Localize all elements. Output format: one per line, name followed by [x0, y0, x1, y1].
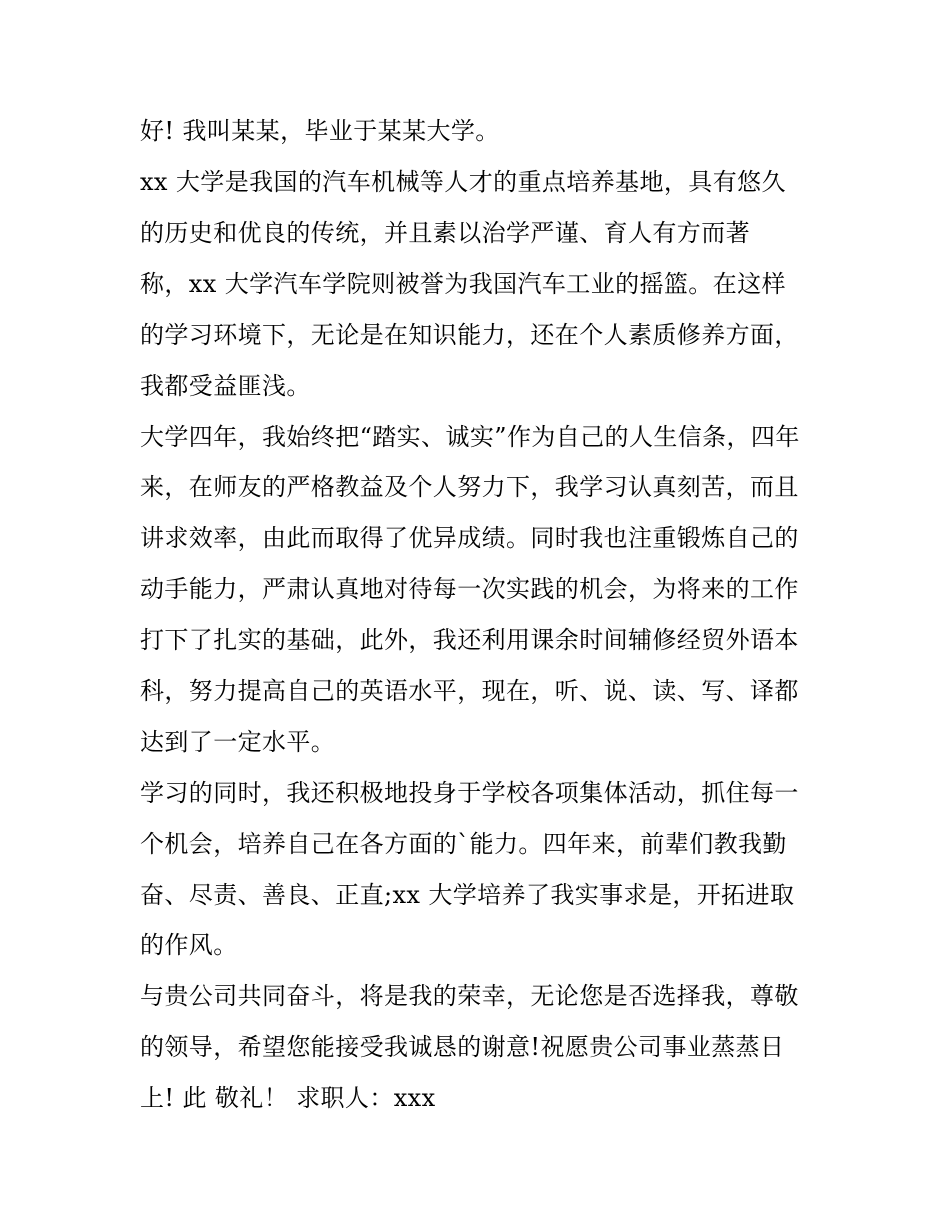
text-line: 好! 我叫某某，毕业于某某大学。: [140, 117, 500, 145]
text-line: 与贵公司共同奋斗，将是我的荣幸，无论您是否选择我，尊敬: [140, 982, 799, 1010]
text-line: 的学习环境下，无论是在知识能力，还在个人素质修养方面，: [140, 321, 799, 349]
text-line: 来，在师友的严格教益及个人努力下，我学习认真刻苦，而且: [140, 473, 799, 501]
text-line: 我都受益匪浅。: [140, 372, 311, 400]
text-line: 奋、尽责、善良、正直;xx 大学培养了我实事求是，开拓进取: [140, 881, 795, 909]
text-line: 上! 此 敬礼！ 求职人：xxx: [140, 1084, 436, 1112]
text-line: 个机会，培养自己在各方面的`能力。四年来，前辈们教我勤: [140, 830, 787, 858]
text-line: 达到了一定水平。: [140, 728, 336, 756]
text-line: 的领导，希望您能接受我诚恳的谢意!祝愿贵公司事业蒸蒸日: [140, 1033, 785, 1061]
text-line: 的作风。: [140, 931, 238, 959]
text-line: 讲求效率，由此而取得了优异成绩。同时我也注重锻炼自己的: [140, 524, 799, 552]
text-line: 学习的同时，我还积极地投身于学校各项集体活动，抓住每一: [140, 779, 799, 807]
text-line: 科，努力提高自己的英语水平，现在，听、说、读、写、译都: [140, 677, 799, 705]
text-line: xx 大学是我国的汽车机械等人才的重点培养基地，具有悠久: [140, 168, 786, 196]
text-line: 称，xx 大学汽车学院则被誉为我国汽车工业的摇篮。在这样: [140, 270, 786, 298]
text-line: 的历史和优良的传统，并且素以治学严谨、育人有方而著: [140, 219, 750, 247]
text-line: 动手能力，严肃认真地对待每一次实践的机会，为将来的工作: [140, 575, 799, 603]
text-line: 打下了扎实的基础，此外，我还利用课余时间辅修经贸外语本: [140, 626, 799, 654]
text-line: 大学四年，我始终把“踏实、诚实”作为自己的人生信条，四年: [140, 423, 800, 451]
